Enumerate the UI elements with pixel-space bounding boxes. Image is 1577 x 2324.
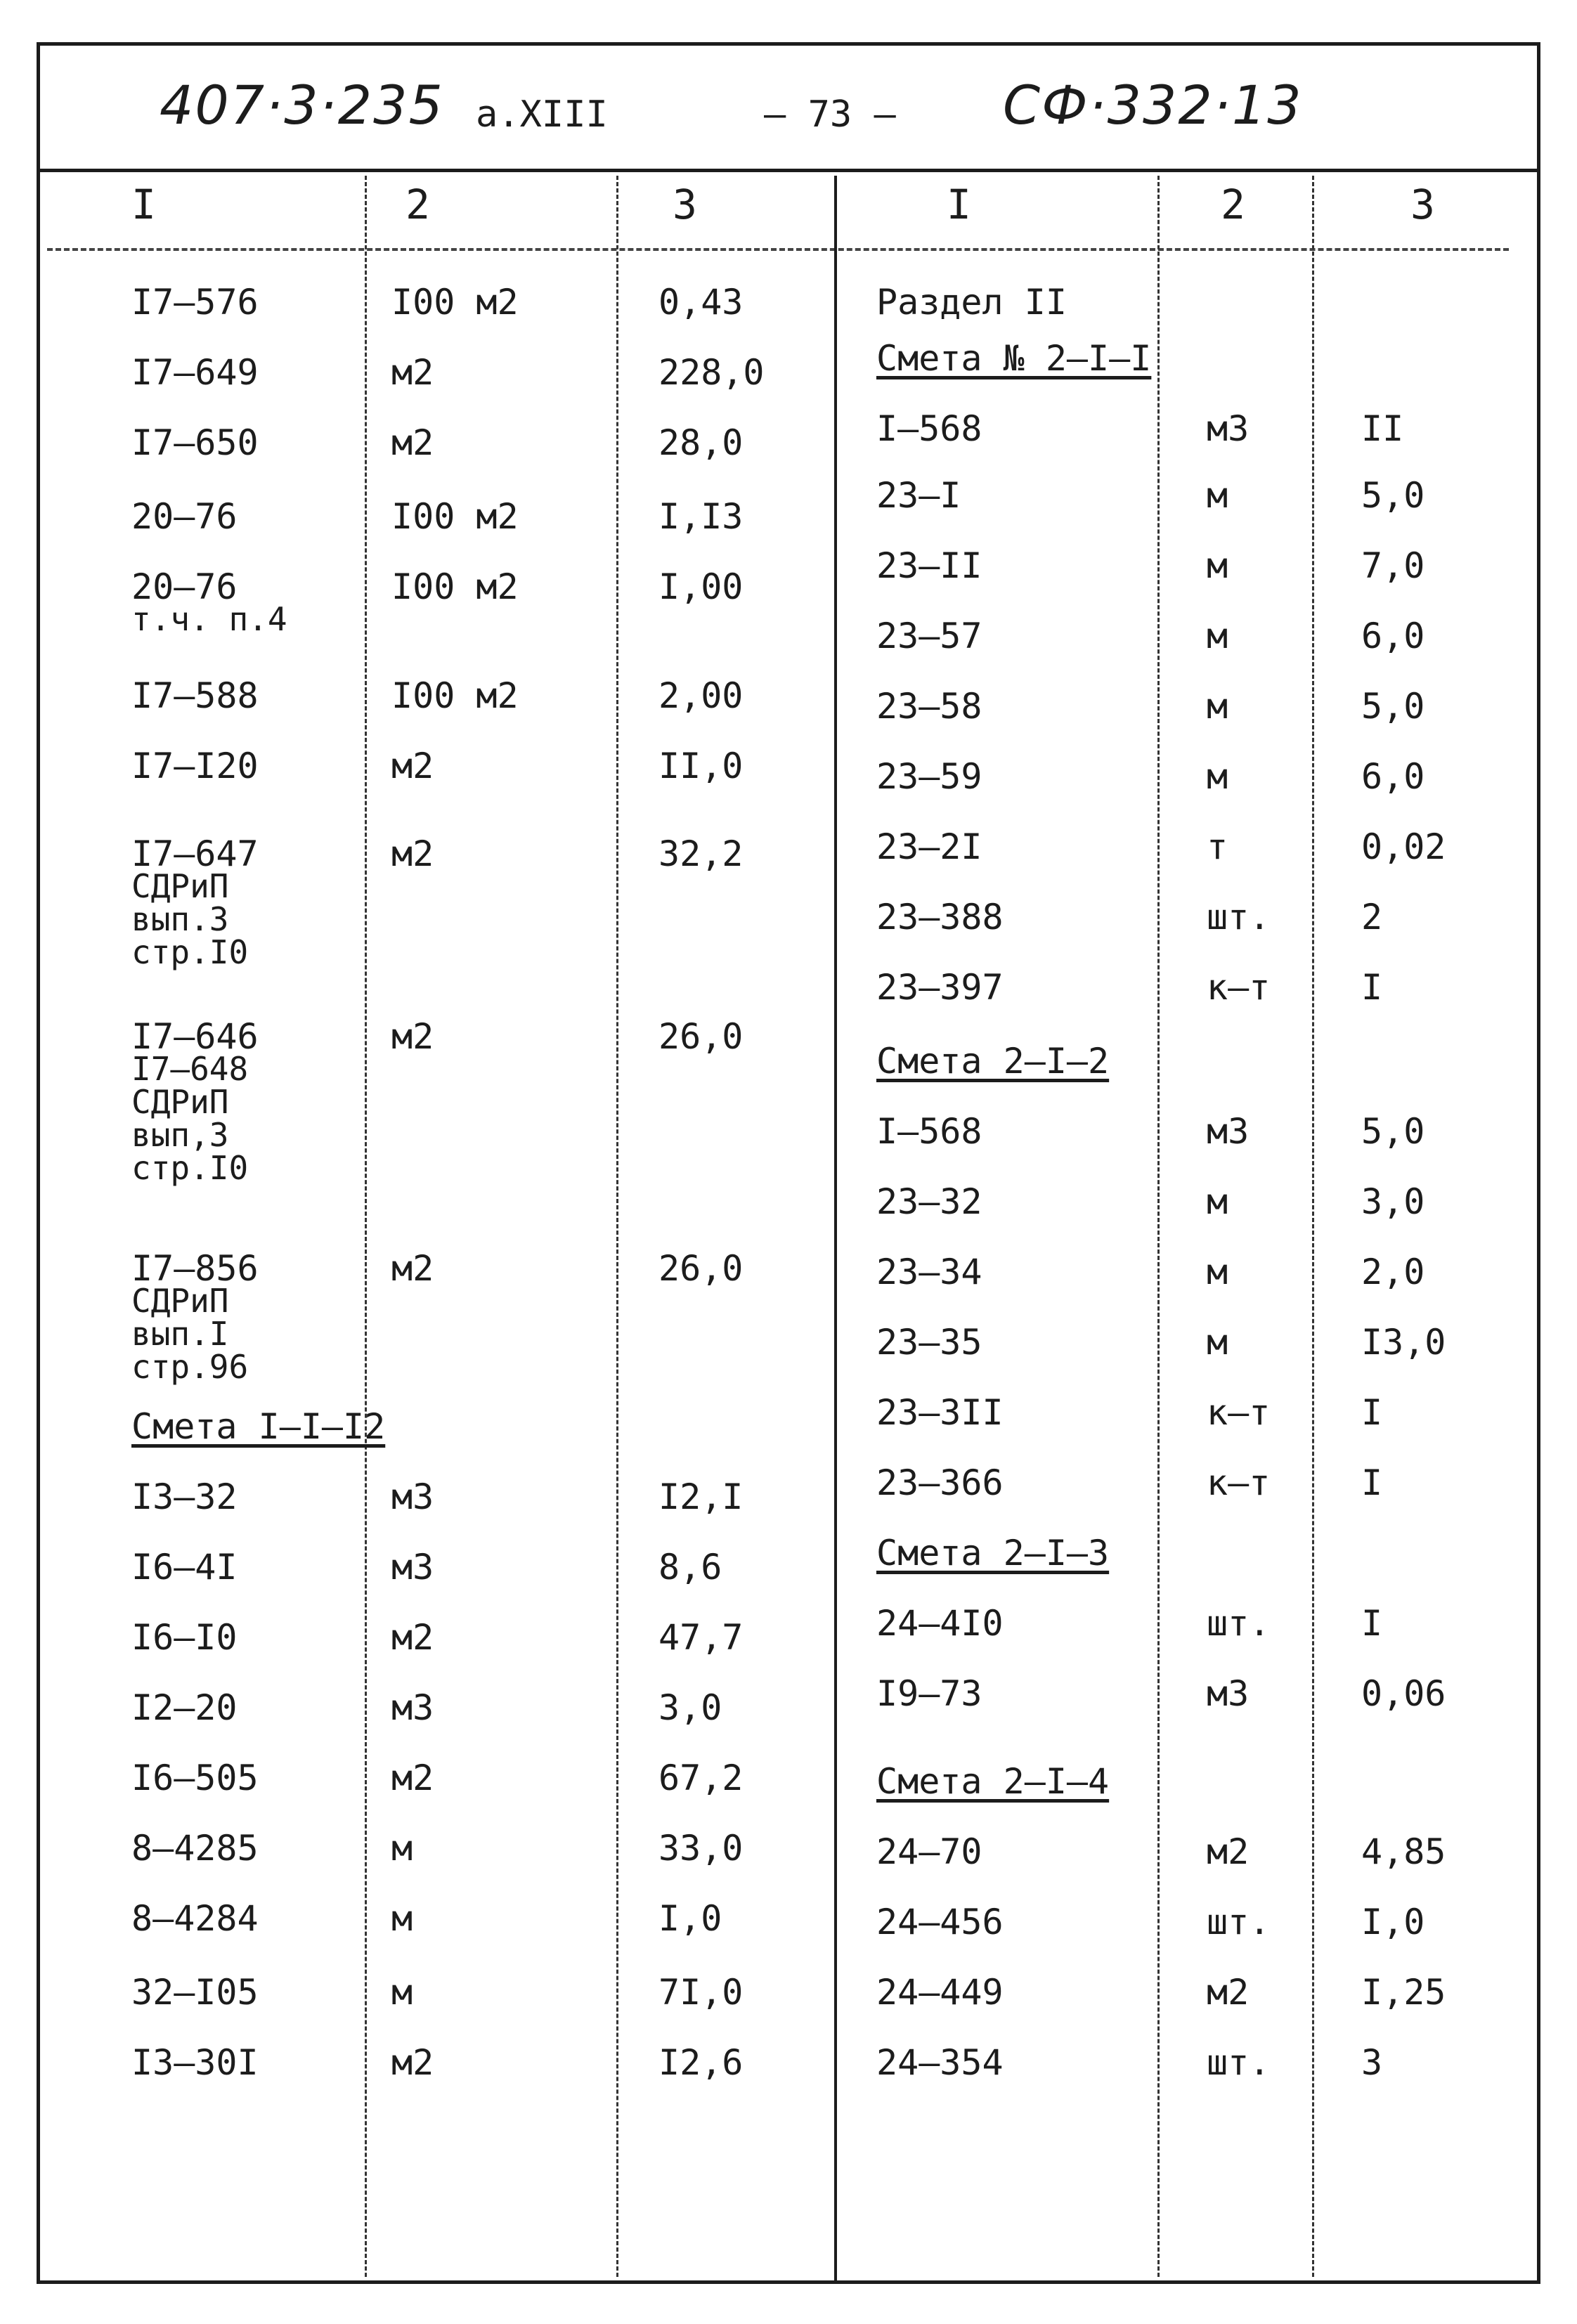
rate-code: 23–2I (876, 826, 982, 867)
rate-code: 23–397 (876, 967, 1004, 1008)
rate-code: 20–76 (131, 496, 238, 537)
quantity: 3 (1361, 2042, 1383, 2083)
estimate-heading: Смета 2–I–2 (876, 1041, 1110, 1082)
rate-code: I3–32 (131, 1476, 238, 1517)
rate-code: 24–70 (876, 1831, 982, 1872)
unit: к–т (1207, 1462, 1271, 1503)
section-title: Раздел II (876, 282, 1067, 323)
rate-code: I9–73 (876, 1673, 982, 1714)
unit: м (391, 1898, 413, 1939)
unit: м (1207, 545, 1228, 586)
quantity: 33,0 (658, 1828, 744, 1869)
rate-code: 23–59 (876, 756, 982, 797)
rate-code: I3–30I (131, 2042, 259, 2083)
rate-code: 24–354 (876, 2042, 1004, 2083)
rate-code: I7–650 (131, 422, 259, 463)
unit: м (1207, 1181, 1228, 1222)
unit: м3 (391, 1687, 434, 1728)
unit: м (1207, 1252, 1228, 1292)
unit: м (1207, 616, 1228, 656)
unit: м (1207, 686, 1228, 727)
quantity: 5,0 (1361, 686, 1425, 727)
rate-code: 23–32 (876, 1181, 982, 1222)
rate-note: т.ч. п.4 (131, 600, 287, 638)
album-number: а.XIII (476, 93, 608, 136)
unit: м2 (391, 2042, 434, 2083)
unit: м (391, 1972, 413, 2013)
unit: м2 (391, 1016, 434, 1057)
rate-code: 23–35 (876, 1322, 982, 1363)
quantity: 2 (1361, 897, 1383, 937)
quantity: I,00 (658, 566, 744, 607)
rate-code: I7–647 (131, 833, 259, 874)
quantity: I,0 (658, 1898, 722, 1939)
estimate-heading: Смета I–I–I2 (131, 1406, 386, 1447)
rate-code: I7–646 (131, 1016, 259, 1057)
rate-code: I–568 (876, 1111, 982, 1152)
quantity: I (1361, 967, 1383, 1008)
quantity: 2,00 (658, 675, 744, 716)
rate-code: I6–4I (131, 1547, 238, 1588)
unit: м3 (1207, 1673, 1250, 1714)
quantity: 5,0 (1361, 1111, 1425, 1152)
rate-code: 23–I (876, 475, 961, 516)
column-divider (1312, 176, 1314, 2277)
quantity: 4,85 (1361, 1831, 1446, 1872)
section-divider (834, 176, 837, 2280)
unit: м (1207, 1322, 1228, 1363)
rate-code: 23–388 (876, 897, 1004, 937)
rate-code: 23–II (876, 545, 982, 586)
unit: м2 (391, 1758, 434, 1798)
unit: м2 (391, 833, 434, 874)
rate-code: 24–4I0 (876, 1603, 1004, 1644)
unit: м (1207, 475, 1228, 516)
quantity: 3,0 (658, 1687, 722, 1728)
unit: м2 (391, 746, 434, 786)
rate-code: I7–I20 (131, 746, 259, 786)
unit: м3 (1207, 1111, 1250, 1152)
rate-code: 23–3II (876, 1392, 1004, 1433)
unit: I00 м2 (391, 282, 519, 323)
quantity: 0,02 (1361, 826, 1446, 867)
quantity: 228,0 (658, 352, 765, 393)
rate-code: I7–649 (131, 352, 259, 393)
column-divider (1157, 176, 1160, 2277)
column-divider (365, 176, 367, 2277)
quantity: 26,0 (658, 1248, 744, 1289)
unit: к–т (1207, 1392, 1271, 1433)
unit: м3 (391, 1547, 434, 1588)
unit: т (1207, 826, 1228, 867)
rate-code: 23–366 (876, 1462, 1004, 1503)
rate-code: 24–449 (876, 1972, 1004, 2013)
column-header-2: 2 (405, 181, 430, 228)
unit: м2 (391, 1617, 434, 1658)
rate-code: I7–856 (131, 1248, 259, 1289)
quantity: 7I,0 (658, 1972, 744, 2013)
unit: I00 м2 (391, 496, 519, 537)
unit: шт. (1207, 1603, 1271, 1644)
unit: I00 м2 (391, 675, 519, 716)
unit: к–т (1207, 967, 1271, 1008)
rate-code: I–568 (876, 408, 982, 449)
rate-code: I7–588 (131, 675, 259, 716)
quantity: 7,0 (1361, 545, 1425, 586)
header-divider (47, 248, 1509, 251)
quantity: 32,2 (658, 833, 744, 874)
quantity: I (1361, 1603, 1383, 1644)
quantity: 28,0 (658, 422, 744, 463)
unit: м2 (1207, 1831, 1250, 1872)
rate-code: 8–4285 (131, 1828, 259, 1869)
column-header-5: 2 (1221, 181, 1245, 228)
unit: м3 (1207, 408, 1250, 449)
unit: шт. (1207, 2042, 1271, 2083)
page-number: – 73 – (764, 93, 896, 136)
column-divider (616, 176, 618, 2277)
column-header-3: 3 (673, 181, 697, 228)
column-header-1: I (131, 181, 156, 228)
rate-code: I2–20 (131, 1687, 238, 1728)
quantity: 6,0 (1361, 616, 1425, 656)
quantity: 47,7 (658, 1617, 744, 1658)
estimate-heading: Смета 2–I–4 (876, 1761, 1110, 1802)
rate-code: 23–58 (876, 686, 982, 727)
quantity: 0,06 (1361, 1673, 1446, 1714)
rate-code: 24–456 (876, 1902, 1004, 1942)
quantity: I3,0 (1361, 1322, 1446, 1363)
quantity: I (1361, 1462, 1383, 1503)
quantity: 0,43 (658, 282, 744, 323)
rate-code: 20–76 (131, 566, 238, 607)
quantity: 6,0 (1361, 756, 1425, 797)
quantity: I (1361, 1392, 1383, 1433)
rate-code: 8–4284 (131, 1898, 259, 1939)
document-number: 407·3·235 (160, 74, 444, 136)
quantity: I,I3 (658, 496, 744, 537)
page-frame (37, 42, 1540, 2284)
quantity: 26,0 (658, 1016, 744, 1057)
estimate-heading: Смета № 2–I–I (876, 338, 1152, 379)
document-header (40, 46, 1537, 172)
unit: I00 м2 (391, 566, 519, 607)
quantity: 8,6 (658, 1547, 722, 1588)
quantity: I2,I (658, 1476, 744, 1517)
rate-code: I6–I0 (131, 1617, 238, 1658)
rate-code: I6–505 (131, 1758, 259, 1798)
column-header-6: 3 (1410, 181, 1435, 228)
estimate-heading: Смета 2–I–3 (876, 1533, 1110, 1573)
rate-note: СДРиП вып.I стр.96 (131, 1282, 249, 1386)
quantity: II,0 (658, 746, 744, 786)
rate-note: СДРиП вып.3 стр.I0 (131, 867, 249, 971)
quantity: 67,2 (658, 1758, 744, 1798)
unit: м2 (391, 1248, 434, 1289)
unit: м2 (1207, 1972, 1250, 2013)
quantity: 2,0 (1361, 1252, 1425, 1292)
unit: м (1207, 756, 1228, 797)
unit: м3 (391, 1476, 434, 1517)
document-code: СФ·332·13 (1003, 74, 1303, 136)
unit: шт. (1207, 1902, 1271, 1942)
quantity: II (1361, 408, 1404, 449)
quantity: 5,0 (1361, 475, 1425, 516)
quantity: I,0 (1361, 1902, 1425, 1942)
column-header-4: I (947, 181, 971, 228)
rate-code: I7–576 (131, 282, 259, 323)
rate-note: I7–648 СДРиП вып,3 стр.I0 (131, 1050, 249, 1187)
unit: м (391, 1828, 413, 1869)
rate-code: 23–57 (876, 616, 982, 656)
quantity: I2,6 (658, 2042, 744, 2083)
rate-code: 23–34 (876, 1252, 982, 1292)
unit: шт. (1207, 897, 1271, 937)
unit: м2 (391, 422, 434, 463)
unit: м2 (391, 352, 434, 393)
quantity: 3,0 (1361, 1181, 1425, 1222)
rate-code: 32–I05 (131, 1972, 259, 2013)
quantity: I,25 (1361, 1972, 1446, 2013)
